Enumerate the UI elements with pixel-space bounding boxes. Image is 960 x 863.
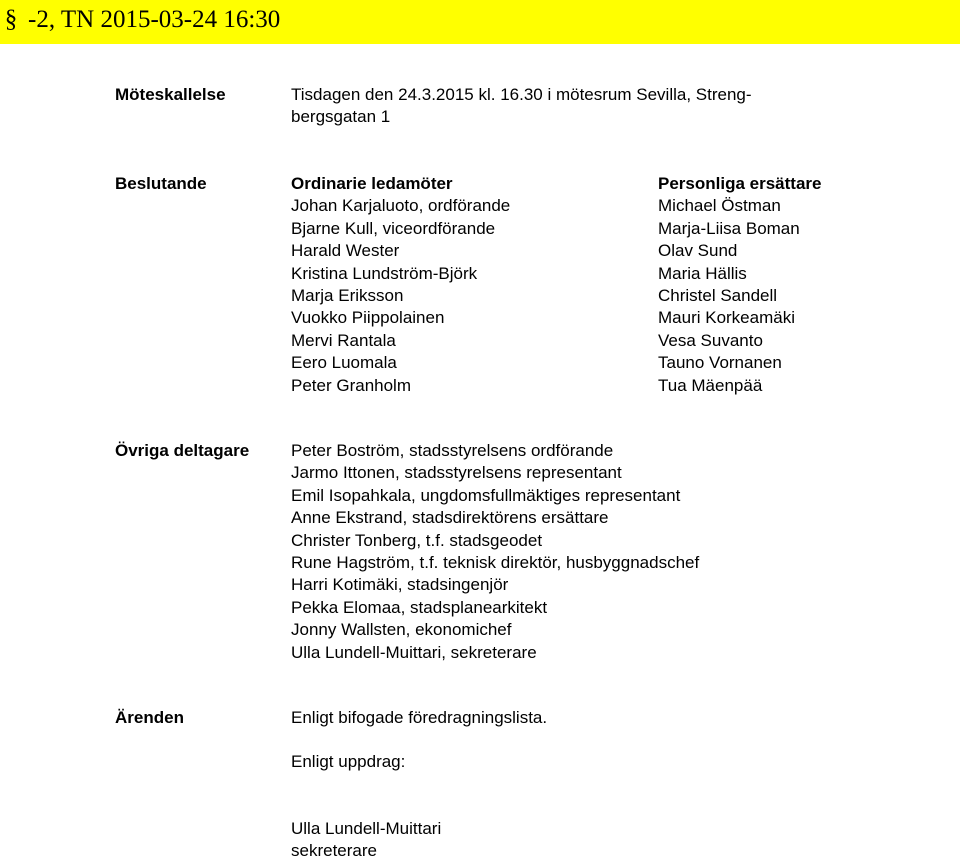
deputy-member: Maria Hällis — [658, 263, 747, 283]
other-participants-list — [291, 440, 699, 664]
header-text: -2, TN 2015-03-24 16:30 — [28, 6, 281, 33]
section-symbol: § — [4, 6, 18, 33]
ordinary-member: Peter Granholm — [291, 375, 411, 395]
deputy-member: Vesa Suvanto — [658, 330, 763, 350]
deputies-list — [658, 173, 821, 397]
deputy-member: Olav Sund — [658, 241, 738, 261]
participant-item: Ulla Lundell-Muittari, sekreterare — [291, 642, 537, 662]
deputy-member: Marja-Liisa Boman — [658, 218, 800, 238]
ordinary-members-header: Ordinarie ledamöter — [291, 174, 453, 193]
participant-item: Jarmo Ittonen, stadsstyrelsens representant — [291, 463, 622, 483]
meeting-label: Möteskallelse — [115, 85, 226, 104]
ordinary-member: Eero Luomala — [291, 353, 397, 373]
participant-item: Christer Tonberg, t.f. stadsgeodet — [291, 530, 543, 550]
ordinary-member: Vuokko Piippolainen — [291, 308, 445, 328]
participant-item: Jonny Wallsten, ekonomichef — [291, 620, 512, 640]
matters-text: Enligt bifogade föredragningslista. — [291, 708, 548, 727]
deputy-member: Christel Sandell — [658, 285, 778, 305]
ordinary-member: Kristina Lundström-Björk — [291, 263, 478, 283]
participant-item: Pekka Elomaa, stadsplanearkitekt — [291, 597, 548, 617]
meeting-details — [291, 84, 752, 129]
participant-item: Peter Boström, stadsstyrelsens ordförande — [291, 441, 614, 460]
participant-item: Emil Isopahkala, ungdomsfullmäktiges representant — [291, 485, 681, 505]
ordinary-member: Bjarne Kull, viceordförande — [291, 218, 496, 238]
document-header — [0, 3, 280, 37]
meeting-line: Tisdagen den 24.3.2015 kl. 16.30 i mötesrum Sevilla, Streng- — [291, 85, 752, 104]
by-order-text: Enligt uppdrag: — [291, 752, 406, 771]
signature-name: Ulla Lundell-Muittari — [291, 819, 442, 838]
signature-block — [291, 818, 441, 863]
deputy-member: Tua Mäenpää — [658, 375, 763, 395]
ordinary-members-list — [291, 173, 510, 397]
deputy-member: Michael Östman — [658, 196, 781, 216]
ordinary-member: Mervi Rantala — [291, 330, 396, 350]
ordinary-member: Johan Karjaluoto, ordförande — [291, 196, 511, 216]
participant-item: Anne Ekstrand, stadsdirektörens ersättare — [291, 508, 609, 528]
participant-item: Harri Kotimäki, stadsingenjör — [291, 575, 509, 595]
deputies-header: Personliga ersättare — [658, 174, 822, 193]
other-participants-label: Övriga deltagare — [115, 441, 250, 460]
ordinary-member: Marja Eriksson — [291, 285, 404, 305]
signature-title: sekreterare — [291, 841, 377, 861]
matters-label: Ärenden — [115, 708, 184, 727]
deputy-member: Mauri Korkeamäki — [658, 308, 795, 328]
participant-item: Rune Hagström, t.f. teknisk direktör, husbyggnadschef — [291, 552, 700, 572]
meeting-line: bergsgatan 1 — [291, 107, 391, 127]
decision-makers-label: Beslutande — [115, 174, 207, 193]
ordinary-member: Harald Wester — [291, 241, 400, 261]
deputy-member: Tauno Vornanen — [658, 353, 782, 373]
